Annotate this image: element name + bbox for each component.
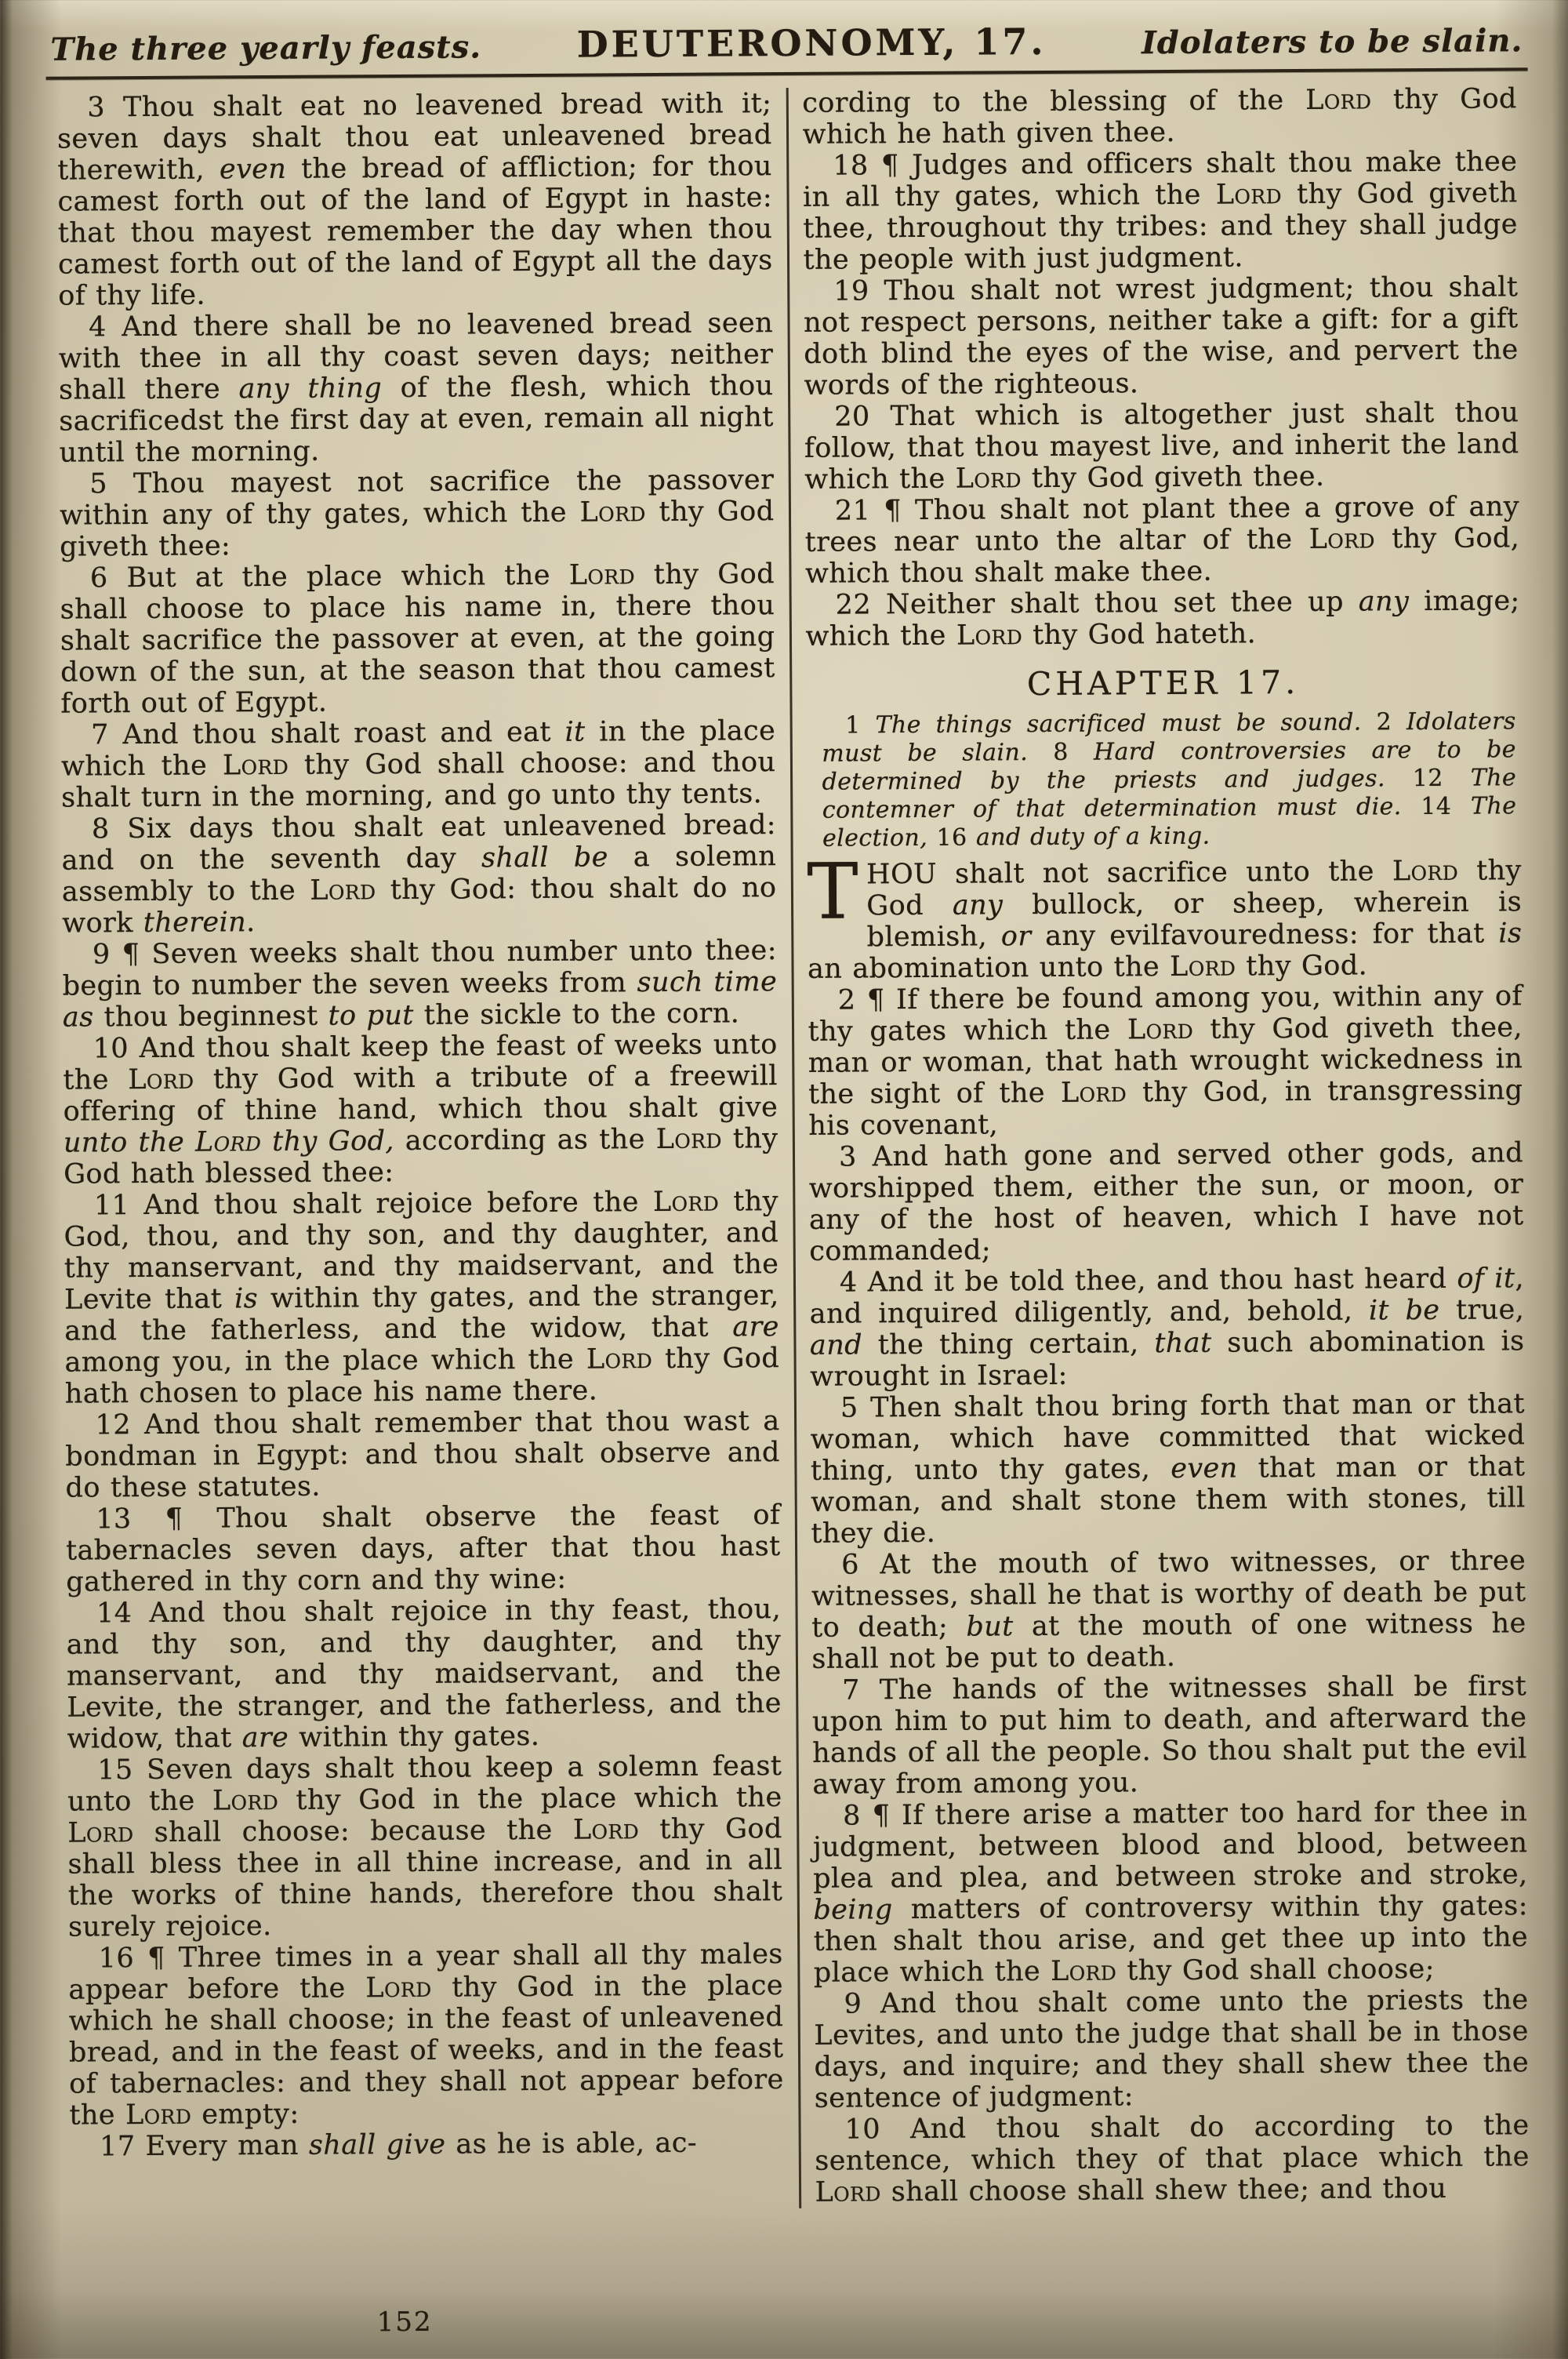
- text-run: 5 Then shalt thou bring forth that man or that woman, which have committed that wicked thing, unto thy gates,: [810, 1388, 1526, 1487]
- header-book-title: DEUTERONOMY, 17.: [576, 20, 1047, 66]
- text-run: it: [564, 716, 586, 748]
- chapter-heading: [806, 662, 1521, 704]
- text-run: 6 But at the place which the: [89, 559, 569, 594]
- text-run: thy God which he hath given thee.: [802, 83, 1517, 151]
- verse-paragraph: [61, 715, 776, 814]
- text-run: matters of controversy within thy gates: then shalt thou arise, and get thee up into the place which the: [813, 1890, 1529, 1989]
- text-run: 15 Seven days shalt thou keep a solemn feast unto the: [67, 1750, 782, 1818]
- verse-paragraph: [810, 1388, 1526, 1550]
- continuation-paragraph: [802, 83, 1517, 151]
- text-run: true,: [1439, 1294, 1525, 1326]
- verse-paragraph: [803, 146, 1518, 276]
- text-run: 12: [1385, 764, 1471, 793]
- page-header: [45, 17, 1527, 69]
- text-run: as he is able, ac-: [445, 2127, 698, 2161]
- verse-paragraph: [63, 1029, 779, 1190]
- verse-paragraph: [814, 1984, 1529, 2114]
- text-run: thy God, thou, and thy son, and thy daughter, and thy manservant, and thy maidservant, and the Levite that: [64, 1186, 779, 1316]
- text-run: thy God: thou shalt do no work: [62, 872, 777, 940]
- text-run: and duty of a king.: [975, 822, 1210, 852]
- text-run: thy God giveth thee.: [1021, 460, 1325, 495]
- text-run: Lord: [1305, 84, 1372, 116]
- text-run: thy God shall choose;: [1116, 1953, 1436, 1987]
- text-run: 9 ¶ Seven weeks shalt thou number unto thee: begin to number the seven weeks from: [62, 935, 778, 1002]
- verse-paragraph: [57, 88, 773, 312]
- text-run: The things sacrificed must be sound.: [875, 708, 1362, 740]
- verse-paragraph: [812, 1670, 1527, 1801]
- text-run: it be: [1368, 1294, 1440, 1327]
- text-run: a solemn assembly to the: [61, 841, 777, 908]
- text-run: Lord: [1127, 1013, 1194, 1046]
- text-run: The election,: [822, 792, 1517, 852]
- text-run: thy God hath chosen to place his name there.: [64, 1343, 780, 1410]
- verse-paragraph: [65, 1405, 780, 1504]
- text-run: 8 Six days thou shalt eat unleavened bread: and on the seventh day: [61, 809, 777, 877]
- text-run: even: [219, 153, 287, 186]
- text-run: thy God,: [261, 1125, 394, 1158]
- text-run: shall choose: because the: [133, 1814, 574, 1849]
- text-run: are: [732, 1311, 779, 1343]
- text-run: any thing: [238, 373, 383, 405]
- text-run: 16 ¶ Three times in a year shall all thy males appear before the: [68, 1939, 783, 2006]
- text-run: any evilfavouredness: for that: [1031, 918, 1499, 953]
- text-run: 9 And thou shalt come unto the priests the Levites, and unto the judge that shall be in those days, and inquire; and they shall shew thee the sentence of judgment:: [814, 1984, 1530, 2114]
- text-run: is: [234, 1283, 259, 1315]
- text-run: 7 The hands of the witnesses shall be first upon him to put him to death, and afterward the hands of all the people. So thou shalt put the evil away from among you.: [811, 1670, 1527, 1801]
- text-run: Lord: [194, 1126, 262, 1158]
- text-run: 8 ¶ If there arise a matter too hard for thee in judgment, between blood and blood, between plea and plea, and between stroke and stroke,: [812, 1796, 1528, 1895]
- text-run: 1: [845, 711, 876, 740]
- text-run: 17 Every man: [100, 2129, 310, 2163]
- verse-paragraph: [67, 1750, 783, 1943]
- text-run: thy God in the place which he shall choose; in the feast of unleavened bread, and in the feast of weeks, and in the feast of tabernacles: and they shall not appear before the: [68, 1970, 784, 2132]
- verse-paragraph: [58, 307, 774, 469]
- verse-paragraph: [66, 1594, 782, 1755]
- text-run: empty:: [191, 2098, 299, 2131]
- text-run: bullock, or sheep, wherein is blemish,: [866, 886, 1523, 954]
- text-run: thy God shall bless thee in all thine increase, and in all the works of thine hands, therefore thou shalt surely rejoice.: [67, 1813, 783, 1943]
- text-run: 4 And there shall be no leavened bread seen with thee in all thy coast seven days; neither shall there: [58, 307, 774, 406]
- text-run: and: [809, 1329, 863, 1361]
- text-run: Lord: [365, 1972, 432, 2005]
- column-right: [791, 83, 1541, 2208]
- column-left-body: [57, 88, 785, 2163]
- text-run: of it: [1457, 1263, 1515, 1295]
- text-run: are: [241, 1721, 289, 1754]
- text-run: such time as: [62, 966, 778, 1034]
- text-run: , and inquired diligently, and, behold,: [809, 1263, 1525, 1330]
- text-run: or: [1000, 921, 1032, 953]
- text-run: but: [966, 1611, 1014, 1643]
- text-run: within thy gates.: [289, 1720, 540, 1754]
- text-run: being: [813, 1894, 893, 1926]
- verse-paragraph: [68, 1939, 784, 2132]
- text-run: thy God giveth thee:: [60, 496, 775, 563]
- verse-paragraph: [60, 558, 775, 720]
- header-right-title: Idolaters to be slain.: [1141, 22, 1523, 62]
- text-run: Lord: [212, 1784, 279, 1817]
- text-run: HOU shalt not sacrifice unto the: [866, 856, 1393, 891]
- text-run: according as the: [394, 1124, 656, 1158]
- text-run: 3 And hath gone and served other gods, and worshipped them, either the sun, or moon, or any of the host of heaven, which I have not commanded;: [808, 1137, 1524, 1267]
- text-run: at the mouth of one witness he shall not be put to death.: [811, 1608, 1526, 1675]
- text-run: The contemner of that determination must die.: [822, 764, 1517, 824]
- text-run: 10 And thou shalt do according to the sentence, which they of that place which the: [815, 2110, 1530, 2177]
- text-run: 11 And thou shalt rejoice before the: [93, 1187, 654, 1222]
- text-run: Lord: [310, 874, 376, 907]
- text-run: thy God with a tribute of a freewill offering of thine hand, which thou shalt give: [63, 1060, 779, 1128]
- text-run: 18 ¶ Judges and officers shalt thou make thee in all thy gates, which the: [802, 146, 1518, 213]
- text-run: Lord: [1050, 1955, 1117, 1987]
- text-run: thy God: [866, 855, 1522, 922]
- text-run: shall choose shall shew thee; and thou: [880, 2172, 1447, 2208]
- text-run: 20 That which is altogether just shalt thou follow, that thou mayest live, and inherit the land which the: [804, 397, 1519, 496]
- verse-paragraph: [809, 1263, 1524, 1393]
- text-run: Lord: [572, 1814, 640, 1846]
- text-run: is: [1498, 918, 1523, 950]
- text-run: any: [1358, 586, 1410, 618]
- verse-paragraph: [813, 1796, 1529, 1989]
- verse-paragraph: [805, 585, 1520, 652]
- verse-paragraph: [811, 1545, 1526, 1675]
- text-run: Lord: [1215, 179, 1283, 211]
- text-run: in the place which the: [60, 715, 776, 783]
- text-columns: [46, 83, 1541, 2212]
- text-run: thy God, which thou shalt make thee.: [804, 522, 1520, 590]
- text-run: 22 Neither shalt thou set thee up: [835, 586, 1359, 621]
- verse-paragraph: [70, 2127, 785, 2163]
- text-run: even: [1171, 1452, 1238, 1485]
- text-run: Lord: [655, 1123, 723, 1156]
- text-run: therein: [143, 907, 247, 940]
- text-run: the thing certain,: [862, 1328, 1155, 1361]
- text-run: Lord: [579, 496, 646, 529]
- text-run: Lord: [1392, 855, 1459, 888]
- text-run: Lord: [128, 1063, 194, 1096]
- text-run: 14 And thou shalt rejoice in thy feast, thou, and thy son, and thy daughter, and thy manservant, and thy maidservant, and the Levite, the stranger, and the fatherless, and the widow, that: [66, 1594, 782, 1755]
- header-rule: [46, 67, 1528, 80]
- verse-paragraph: [61, 809, 776, 940]
- text-run: Lord: [586, 1343, 653, 1376]
- text-run: cording to the blessing of the: [802, 84, 1306, 119]
- text-run: thy God hath blessed thee:: [64, 1123, 779, 1190]
- text-run: within thy gates, and the stranger, and the fatherless, and the widow, that: [64, 1280, 779, 1347]
- verse-paragraph: [804, 397, 1519, 496]
- text-run: 3 Thou shalt eat no leavened bread with it; seven days shalt thou eat unleavened bread therewith,: [56, 88, 772, 187]
- verse-paragraph: [66, 1499, 781, 1598]
- text-run: that: [1154, 1327, 1212, 1360]
- text-run: an abomination unto the: [807, 951, 1171, 985]
- text-run: CHAPTER 17.: [1026, 663, 1300, 703]
- text-run: 10 And thou shalt keep the feast of weeks unto the: [63, 1029, 778, 1096]
- verse-paragraph: [804, 271, 1519, 402]
- text-run: the sickle to the corn.: [413, 998, 740, 1031]
- text-run: 6 At the mouth of two witnesses, or three witnesses, shall he that is worthy of death be put to death;: [811, 1545, 1526, 1644]
- text-run: thy God.: [1236, 950, 1368, 983]
- text-run: of the flesh, which thou sacrificedst the first day at even, remain all night until the morning.: [59, 370, 774, 469]
- text-run: such abomination is wrought in Israel:: [810, 1325, 1525, 1393]
- text-run: Lord: [125, 2099, 192, 2132]
- text-run: 2: [1361, 708, 1406, 736]
- text-run: among you, in the place which the: [64, 1343, 587, 1379]
- text-run: 14: [1401, 792, 1472, 821]
- text-run: .: [245, 907, 256, 939]
- header-left-title: The three yearly feasts.: [50, 28, 482, 68]
- dropcap-verse: [807, 847, 1523, 985]
- text-run: 4 And it be told thee, and thou hast heard: [839, 1263, 1457, 1299]
- text-run: thy God hateth.: [1022, 618, 1257, 652]
- verse-paragraph: [804, 491, 1519, 590]
- text-run: 12 And thou shalt remember that thou wast a bondman in Egypt: and thou shalt observe and do these statutes.: [65, 1405, 780, 1504]
- text-run: 16: [927, 823, 977, 852]
- text-run: 8: [1027, 738, 1094, 767]
- verse-paragraph: [62, 935, 777, 1034]
- text-run: to put: [328, 999, 414, 1032]
- text-run: Lord: [1308, 523, 1376, 555]
- text-run: thy God in the place which the: [278, 1782, 782, 1816]
- text-run: thy God shall choose: and thou shalt turn in the morning, and go unto thy tents.: [61, 747, 776, 814]
- verse-paragraph: [808, 1137, 1523, 1267]
- text-run: Lord: [956, 620, 1023, 652]
- text-run: 7 And thou shalt roast and eat: [91, 716, 565, 751]
- text-run: Lord: [815, 2176, 881, 2208]
- text-run: Lord: [1169, 951, 1236, 983]
- text-run: Lord: [67, 1817, 134, 1849]
- text-run: thou beginnest: [93, 1000, 328, 1034]
- text-run: 5 Thou mayest not sacrifice the passover within any of thy gates, which the: [59, 464, 775, 532]
- text-run: Hard controversies are to be determined by the priests and judges.: [822, 736, 1516, 796]
- text-run: shall give: [308, 2128, 446, 2161]
- column-left: [46, 88, 796, 2213]
- page-number: 152: [376, 2306, 433, 2339]
- drop-cap: T: [807, 847, 859, 937]
- text-run: any: [952, 889, 1004, 921]
- text-run: unto the: [63, 1126, 196, 1159]
- column-right-body: [802, 83, 1530, 2208]
- verse-paragraph: [60, 464, 775, 563]
- text-run: Lord: [652, 1186, 720, 1219]
- text-run: Lord: [955, 463, 1022, 495]
- text-run: Lord: [568, 559, 636, 591]
- text-run: 2 ¶ If there be found among you, within any of thy gates which the: [808, 980, 1523, 1048]
- text-run: Lord: [222, 749, 289, 782]
- verse-paragraph: [815, 2110, 1530, 2208]
- text-run: thy God giveth thee, throughout thy tribes: and they shall judge the people with just judgment.: [803, 177, 1518, 276]
- text-run: thy God shall choose to place his name in, there thou shalt sacrifice the passover at even, at the going down of the sun, at the season that thou camest forth out of Egypt.: [60, 558, 775, 720]
- text-run: image; which the: [805, 585, 1520, 652]
- verse-paragraph: [64, 1186, 779, 1410]
- text-run: Lord: [1060, 1077, 1127, 1109]
- text-run: thy God, in transgressing his covenant,: [808, 1074, 1523, 1142]
- text-run: the bread of affliction; for thou camest forth out of the land of Egypt in haste: that thou mayest remember the day when thou camest forth out of the land of Egypt all the days of thy life.: [57, 151, 773, 312]
- text-run: shall be: [481, 841, 608, 874]
- chapter-summary: [822, 707, 1517, 852]
- text-run: that man or that woman, and shalt stone them with stones, till they die.: [811, 1451, 1526, 1550]
- text-run: thy God giveth thee, man or woman, that hath wrought wickedness in the sight of the: [808, 1012, 1523, 1110]
- text-run: 21 ¶ Thou shalt not plant thee a grove of any trees near unto the altar of the: [804, 491, 1520, 558]
- verse-paragraph: [808, 980, 1523, 1142]
- text-run: Idolaters must be slain.: [822, 707, 1516, 768]
- text-run: 13 ¶ Thou shalt observe the feast of tabernacles seven days, after that thou hast gathered in thy corn and thy wine:: [65, 1499, 781, 1598]
- text-run: 19 Thou shalt not wrest judgment; thou shalt not respect persons, neither take a gift: for a gift doth blind the eyes of the wise, and pervert the words of the righteous.: [803, 271, 1519, 402]
